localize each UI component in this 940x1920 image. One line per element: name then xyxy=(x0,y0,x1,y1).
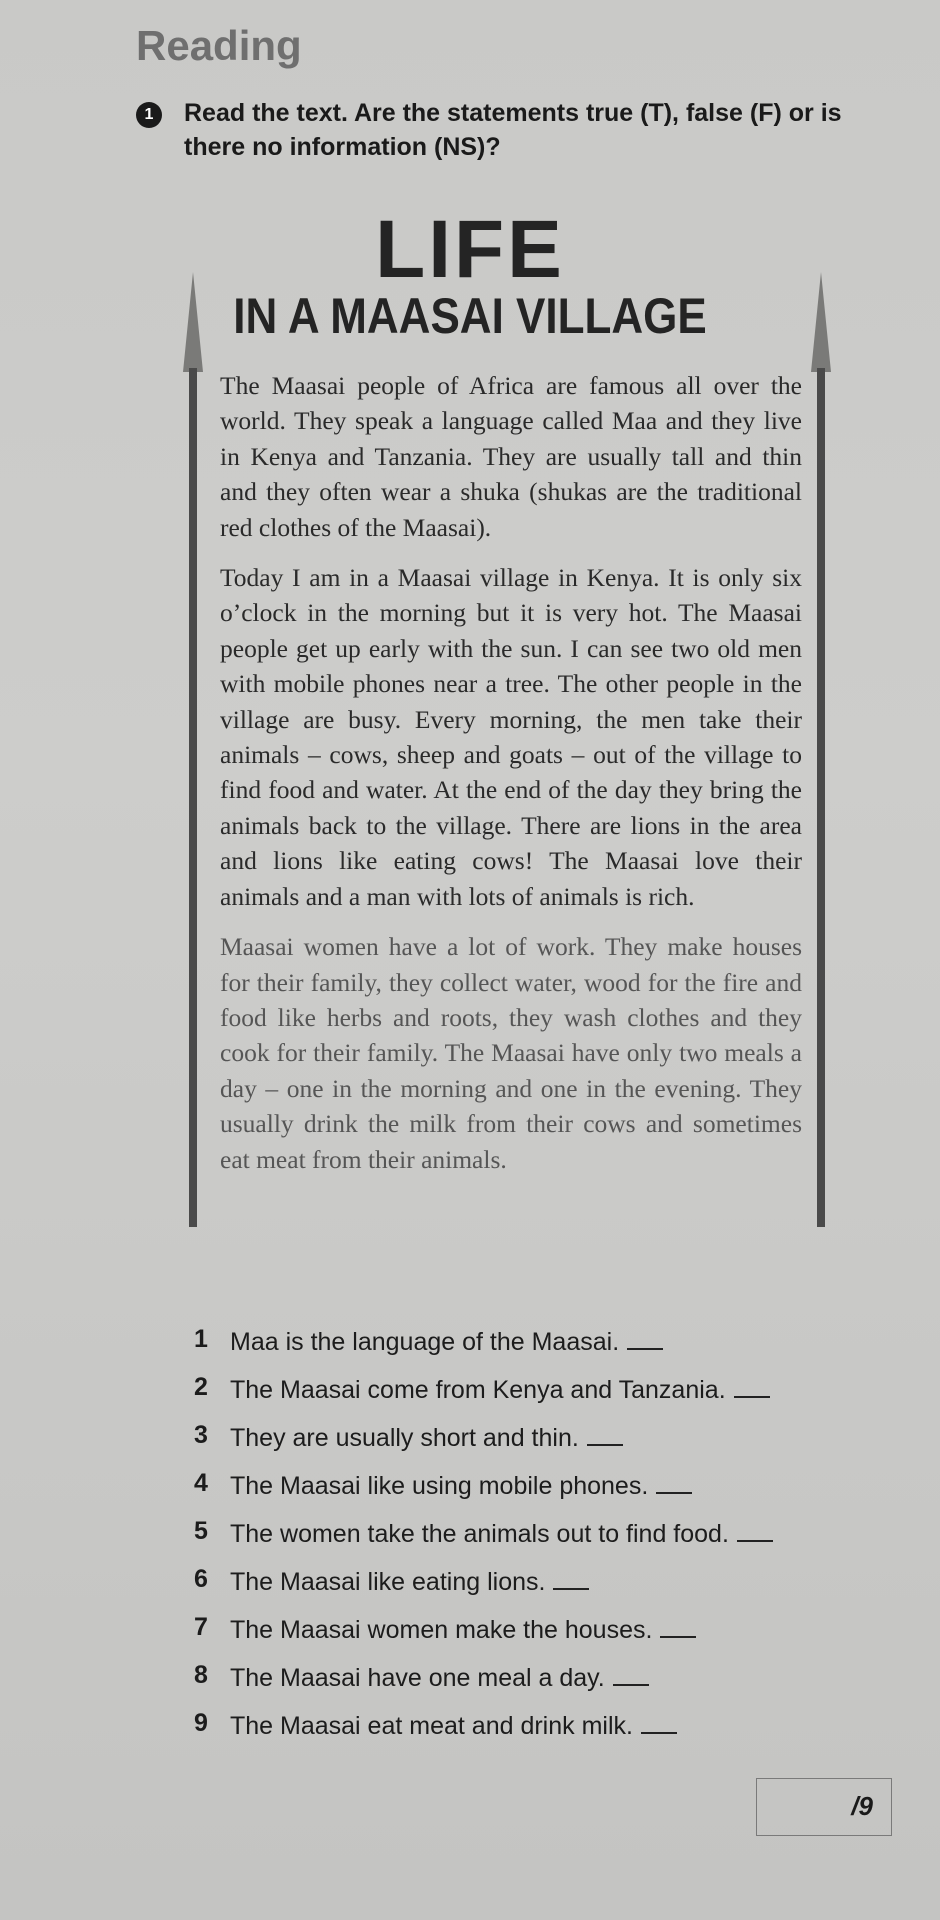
instruction-text: Read the text. Are the statements true (T), false (F) or is there no information (NS)? xyxy=(184,99,842,161)
statement-item xyxy=(194,1418,834,1466)
statement-number: 1 xyxy=(194,1325,208,1353)
article-title-line2: IN A MAASAI VILLAGE xyxy=(233,288,707,344)
statement-item xyxy=(194,1370,834,1418)
article-title-line1: LIFE xyxy=(375,204,565,295)
statement-text: The Maasai like eating lions. xyxy=(230,1568,546,1596)
statement-number: 2 xyxy=(194,1373,208,1401)
decorative-arrow-left-icon xyxy=(182,272,204,1227)
answer-blank[interactable] xyxy=(587,1418,623,1446)
statement-item xyxy=(194,1322,834,1370)
statement-number: 5 xyxy=(194,1517,208,1545)
score-total: /9 xyxy=(851,1791,873,1821)
article-body xyxy=(220,368,802,1192)
statement-text: The Maasai women make the houses. xyxy=(230,1616,653,1644)
statement-number: 4 xyxy=(194,1469,208,1497)
article-paragraph-3: Maasai women have a lot of work. They make houses for their family, they collect water, wood for the fire and food like herbs and roots, they wash clothes and they cook for their family. The Maasai have only two meals a day – one in the morning and one in the evening. They usually drink the milk from their cows and sometimes eat meat from their animals. xyxy=(220,932,802,1174)
statement-number: 6 xyxy=(194,1565,208,1593)
statement-number: 7 xyxy=(194,1613,208,1641)
statement-text: They are usually short and thin. xyxy=(230,1424,579,1452)
section-heading: Reading xyxy=(136,22,302,69)
statement-item xyxy=(194,1658,834,1706)
statement-text: The Maasai like using mobile phones. xyxy=(230,1472,649,1500)
statement-item xyxy=(194,1610,834,1658)
statement-text: The Maasai come from Kenya and Tanzania. xyxy=(230,1376,726,1404)
answer-blank[interactable] xyxy=(660,1610,696,1638)
statement-item xyxy=(194,1562,834,1610)
answer-blank[interactable] xyxy=(737,1514,773,1542)
statement-text: The women take the animals out to find food. xyxy=(230,1520,729,1548)
article-paragraph-1: The Maasai people of Africa are famous all over the world. They speak a language called Maa and they live in Kenya and Tanzania. They are usually tall and thin and they often wear a shuka (shukas are the traditional red clothes of the Maasai). xyxy=(220,371,802,542)
article-paragraph-2: Today I am in a Maasai village in Kenya. It is only six o’clock in the morning but it is very hot. The Maasai people get up early with the sun. I can see two old men with mobile phones near a tree. The other people in the village are busy. Every morning, the men take their animals – cows, sheep and goats – out of the village to find food and water. At the end of the day they bring the animals back to the village. There are lions in the area and lions like eating cows! The Maasai love their animals and a man with lots of animals is rich. xyxy=(220,563,802,911)
answer-blank[interactable] xyxy=(553,1562,589,1590)
answer-blank[interactable] xyxy=(613,1658,649,1686)
statements-list xyxy=(194,1322,834,1754)
statement-text: Maa is the language of the Maasai. xyxy=(230,1328,620,1356)
statement-number: 8 xyxy=(194,1661,208,1689)
decorative-arrow-right-icon xyxy=(810,272,832,1227)
statement-item xyxy=(194,1514,834,1562)
statement-item xyxy=(194,1466,834,1514)
statement-text: The Maasai eat meat and drink milk. xyxy=(230,1712,633,1740)
statement-number: 9 xyxy=(194,1709,208,1737)
statement-number: 3 xyxy=(194,1421,208,1449)
statement-item xyxy=(194,1706,834,1754)
exercise-instruction xyxy=(136,96,856,164)
exercise-number-badge: 1 xyxy=(136,102,162,128)
answer-blank[interactable] xyxy=(734,1370,770,1398)
score-box[interactable] xyxy=(756,1778,892,1836)
statement-text: The Maasai have one meal a day. xyxy=(230,1664,605,1692)
answer-blank[interactable] xyxy=(641,1706,677,1734)
answer-blank[interactable] xyxy=(627,1322,663,1350)
answer-blank[interactable] xyxy=(656,1466,692,1494)
